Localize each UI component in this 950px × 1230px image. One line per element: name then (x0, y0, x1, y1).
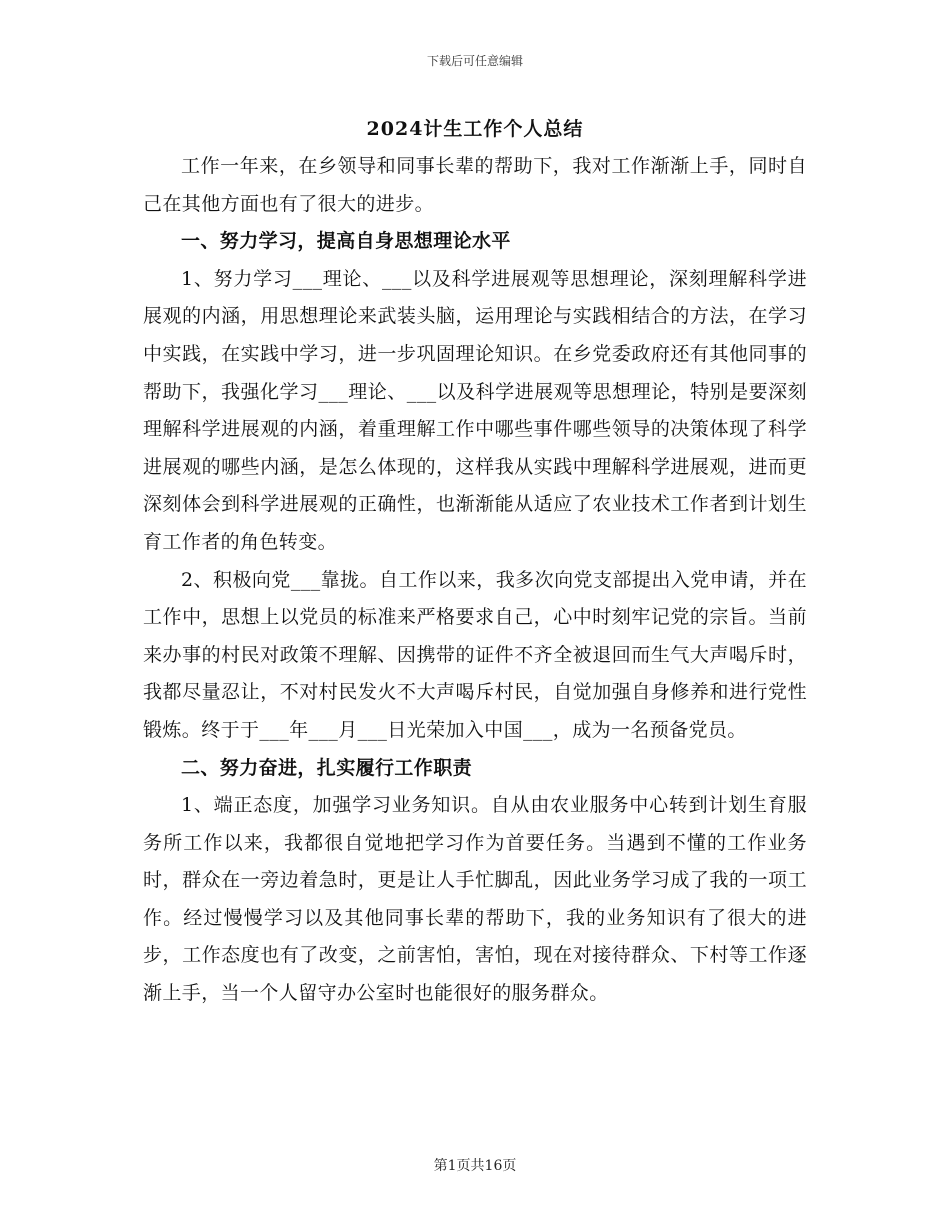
header-note: 下载后可任意编辑 (426, 54, 523, 68)
paragraph-party: 2、积极向党___靠拢。自工作以来，我多次向党支部提出入党申请，并在工作中，思想上以党员的标准来严格要求自己，心中时刻牢记党的宗旨。当前来办事的村民对政策不理解、因携带的证件不齐全被退回而生气大声喝斥时，我都尽量忍让，不对村民发火不大声喝斥村民，自觉加强自身修养和进行党性锻炼。终于于___年___月___日光荣加入中国___，成为一名预备党员。 (143, 568, 807, 741)
document-body (143, 148, 807, 1013)
section-heading-2: 二、努力奋进，扎实履行工作职责 (181, 756, 473, 779)
section-heading-1: 一、努力学习，提高自身思想理论水平 (181, 230, 511, 253)
paragraph-study: 1、努力学习___理论、___以及科学进展观等思想理论，深刻理解科学进展观的内涵，用思想理论来武装头脑，运用理论与实践相结合的方法，在学习中实践，在实践中学习，进一步巩固理论知识。在乡党委政府还有其他同事的帮助下，我强化学习___理论、___以及科学进展观等思想理论，特别是要深刻理解科学进展观的内涵，着重理解工作中哪些事件哪些领导的决策体现了科学进展观的哪些内涵，是怎么体现的，这样我从实践中理解科学进展观，进而更深刻体会到科学进展观的正确性，也渐渐能从适应了农业技术工作者到计划生育工作者的角色转变。 (143, 267, 807, 553)
paragraph-attitude: 1、端正态度，加强学习业务知识。自从由农业服务中心转到计划生育服务所工作以来，我都很自觉地把学习作为首要任务。当遇到不懂的工作业务时，群众在一旁边着急时，更是让人手忙脚乱，因此业务学习成了我的一项工作。经过慢慢学习以及其他同事长辈的帮助下，我的业务知识有了很大的进步，工作态度也有了改变，之前害怕，害怕，现在对接待群众、下村等工作逐渐上手，当一个人留守办公室时也能很好的服务群众。 (143, 794, 807, 1005)
paragraph-intro: 工作一年来，在乡领导和同事长辈的帮助下，我对工作渐渐上手，同时自己在其他方面也有了很大的进步。 (143, 155, 807, 215)
document-title: 2024计生工作个人总结 (366, 118, 584, 140)
page-footer: 第1页共16页 (433, 1158, 517, 1174)
